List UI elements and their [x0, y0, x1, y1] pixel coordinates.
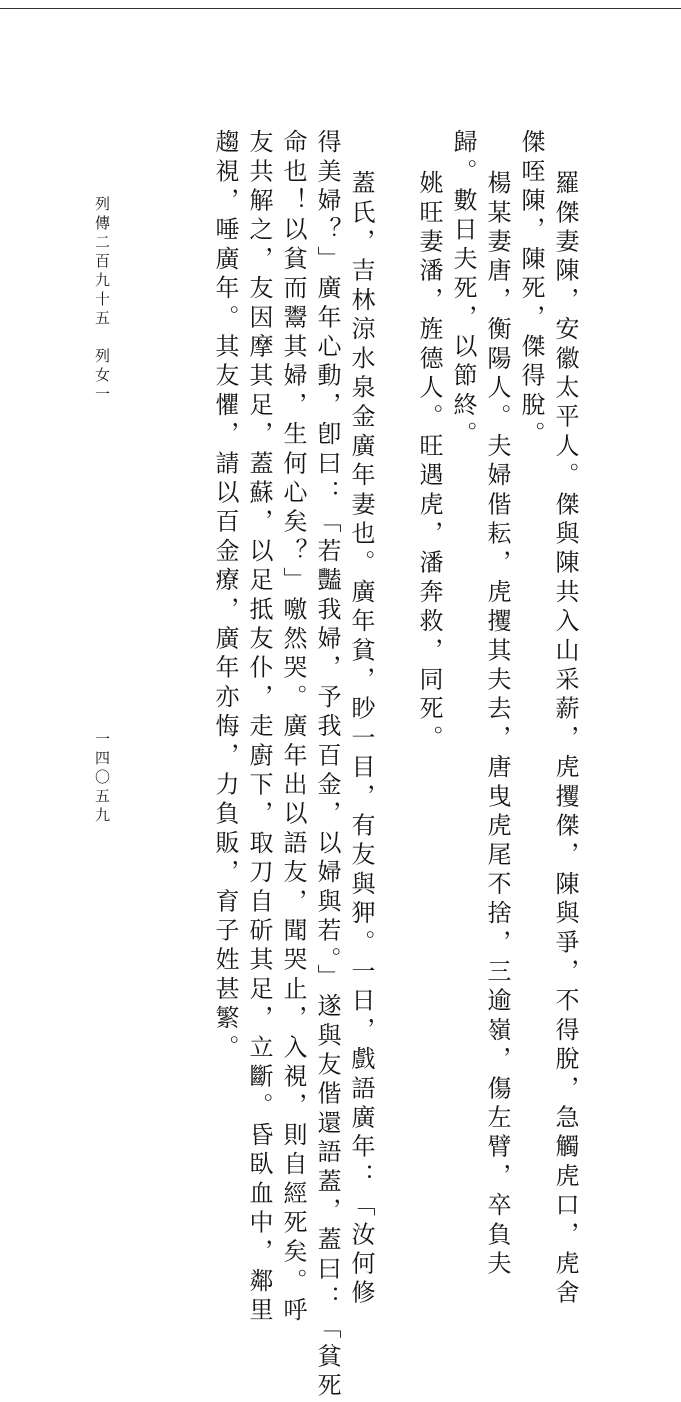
text-column-5: 姚旺妻潘，旌德人。旺遇虎，潘奔救，同死。: [415, 170, 443, 754]
text-column-7: 蓋氏，吉林涼水泉金廣年妻也。廣年貧，眇一目，有友與狎。一日，戲語廣年：「汝何修: [347, 170, 375, 1309]
text-column-2: 傑咥陳，陳死，傑得脫。: [517, 129, 545, 451]
margin-header: 列傳二百九十五 列女一: [93, 196, 111, 405]
top-rule: [0, 8, 681, 9]
text-column-9: 命也！以貧而鬻其婦，生何心矣？」噭然哭。廣年出以語友，聞哭止，入視，則自經死矣。呼: [279, 129, 307, 1327]
text-column-11: 趨視，唾廣年。其友懼，請以百金療，廣年亦悔，力負販，育子姓甚繁。: [211, 129, 239, 1064]
text-column-3: 楊某妻唐，衡陽人。夫婦偕耘，虎攫其夫去，唐曳虎尾不捨，三逾嶺，傷左臂，卒負夫: [483, 170, 511, 1280]
text-column-1: 羅傑妻陳，安徽太平人。傑與陳共入山采薪，虎攫傑，陳與爭，不得脫，急觸虎口，虎舍: [551, 170, 579, 1309]
text-column-8: 得美婦？」廣年心動，卽曰：「若豔我婦，予我百金，以婦與若。」遂與友偕還語蓋，蓋曰：「貧死: [313, 129, 341, 1402]
text-column-4: 歸。數日夫死，以節終。: [449, 129, 477, 451]
text-column-10: 友共解之，友因摩其足，蓋蘇，以足抵友仆，走廚下，取刀自斫其足，立斷。昏臥血中，鄰里: [245, 129, 273, 1327]
page-number: 一四〇五九: [93, 731, 111, 826]
